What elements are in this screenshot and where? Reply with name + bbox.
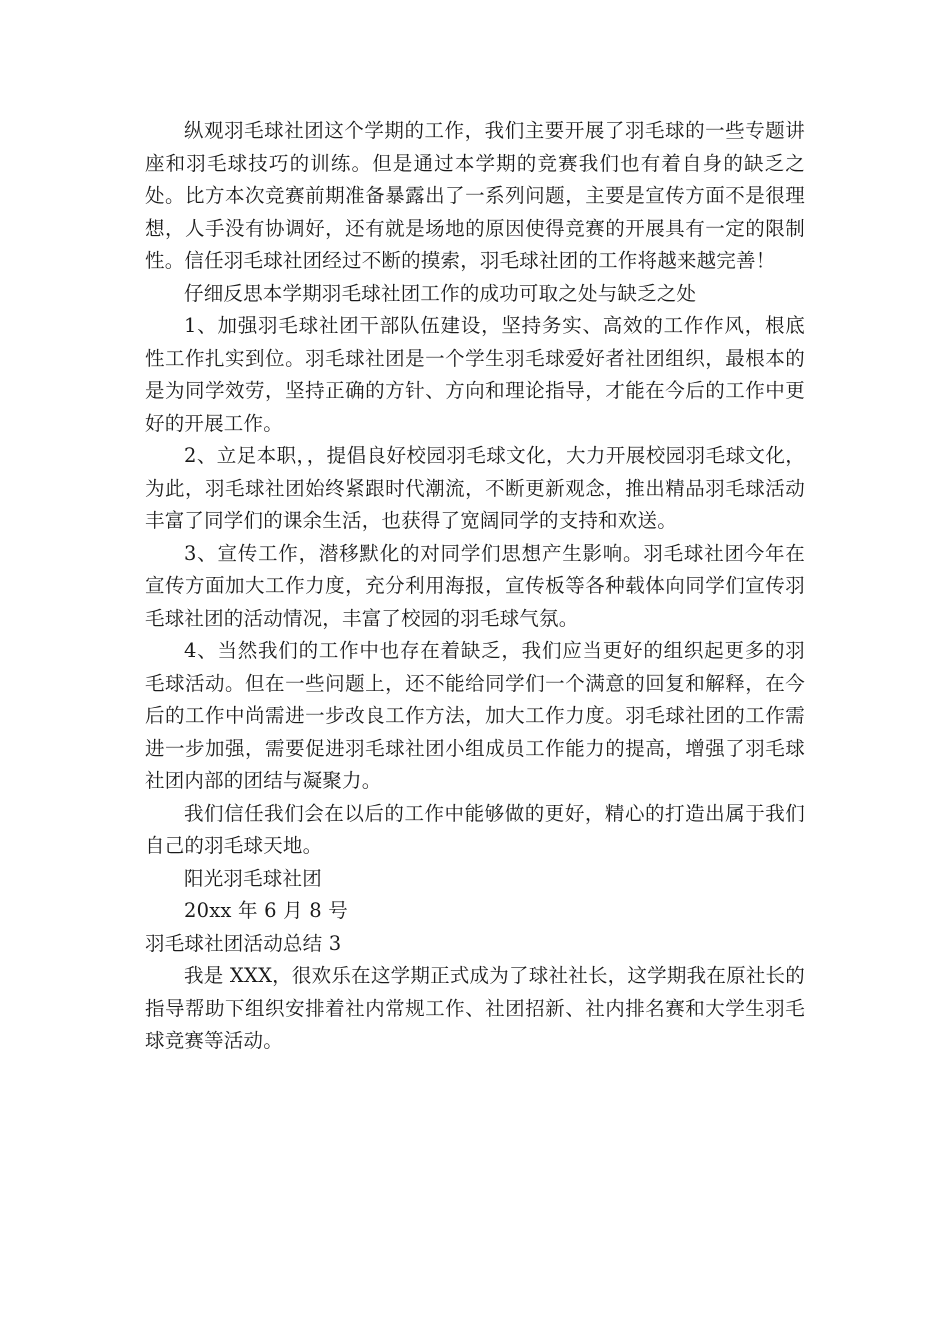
paragraph-item-4: 4、当然我们的工作中也存在着缺乏，我们应当更好的组织起更多的羽毛球活动。但在一些问题上，还不能给同学们一个满意的回复和解释，在今后的工作中尚需进一步改良工作方法，加大工作力度。羽毛球社团的工作需进一步加强，需要促进羽毛球社团小组成员工作能力的提高，增强了羽毛球社团内部的团结与凝聚力。 — [145, 639, 805, 792]
paragraph-item-3: 3、宣传工作，潜移默化的对同学们思想产生影响。羽毛球社团今年在宣传方面加大工作力度，充分利用海报，宣传板等各种载体向同学们宣传羽毛球社团的活动情况，丰富了校园的羽毛球气氛。 — [145, 541, 805, 630]
paragraph-reflection-heading: 仔细反思本学期羽毛球社团工作的成功可取之处与缺乏之处 — [184, 281, 697, 305]
paragraph-intro: 我是 XXX，很欢乐在这学期正式成为了球社社长，这学期我在原社长的指导帮助下组织安排着社内常规工作、社团招新、社内排名赛和大学生羽毛球竞赛等活动。 — [145, 964, 805, 1052]
date-line: 20xx 年 6 月 8 号 — [184, 899, 348, 922]
paragraph-item-2: 2、立足本职，，提倡良好校园羽毛球文化，大力开展校园羽毛球文化，为此，羽毛球社团始终紧跟时代潮流，不断更新观念，推出精品羽毛球活动丰富了同学们的课余生活，也获得了宽阔同学的支持和欢送。 — [145, 444, 805, 532]
signature-line: 阳光羽毛球社团 — [184, 866, 322, 890]
paragraph-item-1: 1、加强羽毛球社团干部队伍建设，坚持务实、高效的工作作风，根底性工作扎实到位。羽毛球社团是一个学生羽毛球爱好者社团组织，最根本的是为同学效劳，坚持正确的方针、方向和理论指导，才能在今后的工作中更好的开展工作。 — [145, 314, 805, 435]
paragraph-closing: 我们信任我们会在以后的工作中能够做的更好，精心的打造出属于我们自己的羽毛球天地。 — [145, 801, 805, 857]
section-title: 羽毛球社团活动总结 3 — [145, 931, 342, 955]
paragraph-summary: 纵观羽毛球社团这个学期的工作，我们主要开展了羽毛球的一些专题讲座和羽毛球技巧的训练。但是通过本学期的竞赛我们也有着自身的缺乏之处。比方本次竞赛前期准备暴露出了一系列问题，主要是宣传方面不是很理想，人手没有协调好，还有就是场地的原因使得竞赛的开展具有一定的限制性。信任羽毛球社团经过不断的摸索，羽毛球社团的工作将越来越完善！ — [145, 119, 805, 272]
document-body — [145, 115, 805, 1058]
